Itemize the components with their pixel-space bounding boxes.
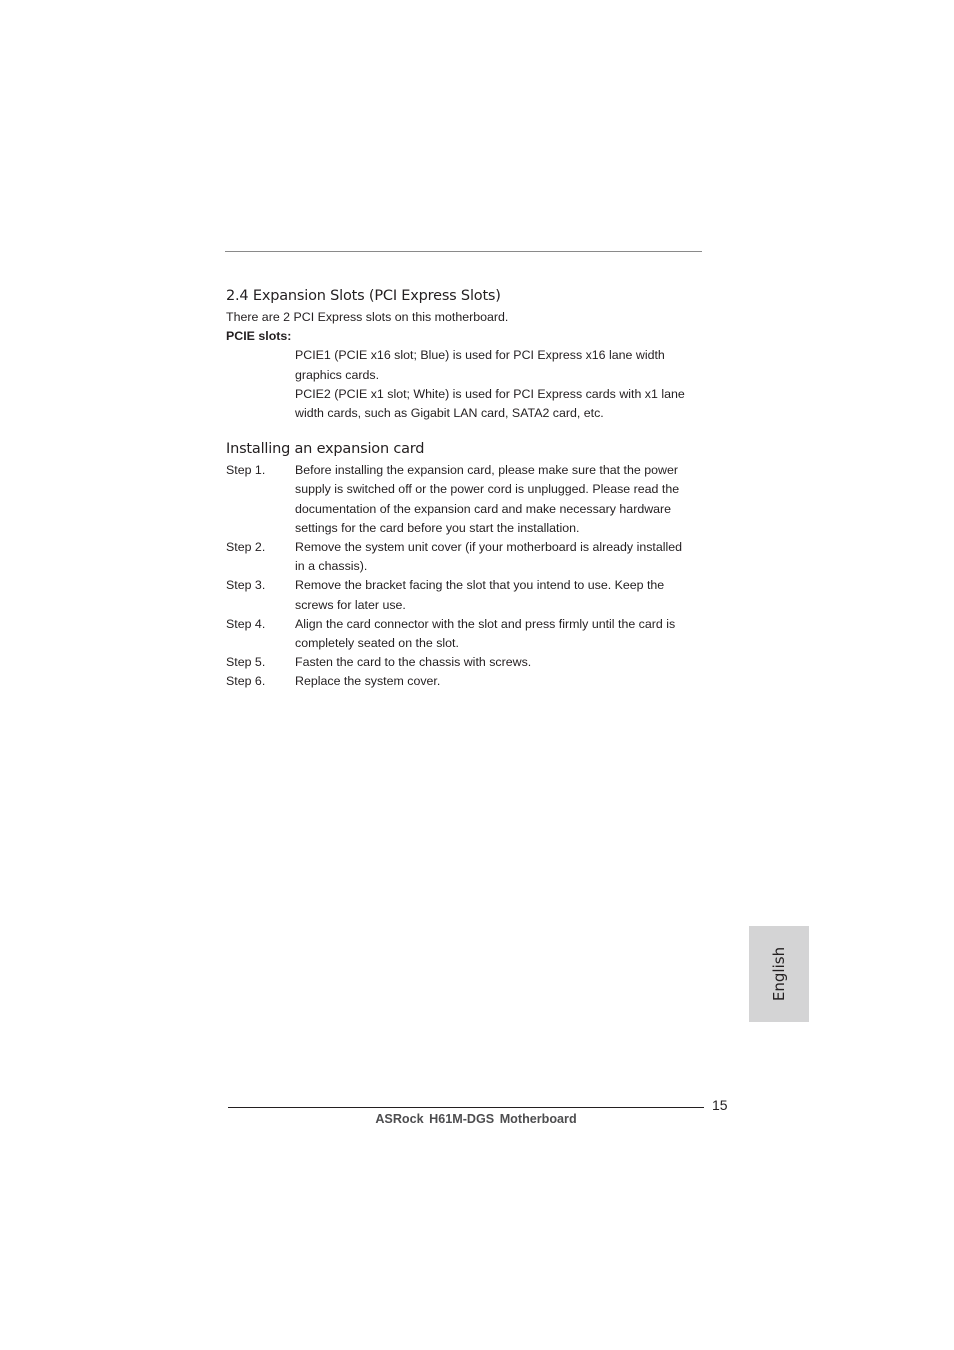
section-heading-installing-card: Installing an expansion card bbox=[226, 441, 425, 458]
step-line: Remove the system unit cover (if your motherboard is already installed bbox=[295, 540, 683, 555]
step-item bbox=[226, 461, 704, 538]
slot-description-line: graphics cards. bbox=[295, 367, 380, 382]
step-item bbox=[226, 672, 704, 691]
step-text bbox=[295, 576, 704, 614]
pcie-slots-label: PCIE slots: bbox=[226, 329, 292, 344]
step-item bbox=[226, 576, 704, 614]
step-line: screws for later use. bbox=[295, 597, 406, 612]
page-content bbox=[226, 286, 704, 692]
step-line: settings for the card before you start the installation. bbox=[295, 520, 580, 535]
step-line: Replace the system cover. bbox=[295, 674, 441, 689]
slot-description-line: PCIE1 (PCIE x16 slot; Blue) is used for PCI Express x16 lane width bbox=[295, 348, 665, 363]
step-line: Remove the bracket facing the slot that you intend to use. Keep the bbox=[295, 578, 665, 593]
step-line: in a chassis). bbox=[295, 559, 368, 574]
step-label: Step 1. bbox=[226, 463, 266, 478]
step-text bbox=[295, 461, 704, 538]
step-label: Step 2. bbox=[226, 540, 266, 555]
language-side-tab bbox=[749, 926, 809, 1022]
step-line: Fasten the card to the chassis with screws. bbox=[295, 655, 532, 670]
step-line: Align the card connector with the slot and press firmly until the card is bbox=[295, 616, 676, 631]
step-label: Step 4. bbox=[226, 616, 266, 631]
pcie-slot-descriptions bbox=[226, 346, 704, 423]
step-line: supply is switched off or the power cord is unplugged. Please read the bbox=[295, 482, 680, 497]
step-line: Before installing the expansion card, please make sure that the power bbox=[295, 463, 678, 478]
top-divider bbox=[225, 251, 702, 252]
language-tab-label: English bbox=[770, 946, 788, 1002]
step-item bbox=[226, 653, 704, 672]
footer-product-name: ASRock H61M-DGS Motherboard bbox=[375, 1112, 577, 1126]
step-label: Step 3. bbox=[226, 578, 266, 593]
step-line: completely seated on the slot. bbox=[295, 636, 459, 651]
step-text bbox=[295, 538, 704, 576]
step-text bbox=[295, 615, 704, 653]
step-text bbox=[295, 653, 704, 672]
step-text bbox=[295, 672, 704, 691]
step-line: documentation of the expansion card and make necessary hardware bbox=[295, 501, 672, 516]
step-item bbox=[226, 615, 704, 653]
step-item bbox=[226, 538, 704, 576]
page-number: 15 bbox=[712, 1097, 728, 1113]
footer-divider bbox=[228, 1107, 704, 1108]
step-label: Step 6. bbox=[226, 674, 266, 689]
installation-steps bbox=[226, 461, 704, 691]
intro-text: There are 2 PCI Express slots on this motherboard. bbox=[226, 310, 509, 324]
section-heading-expansion-slots: 2.4 Expansion Slots (PCI Express Slots) bbox=[226, 288, 501, 304]
slot-description-line: PCIE2 (PCIE x1 slot; White) is used for PCI Express cards with x1 lane bbox=[295, 386, 685, 401]
step-label: Step 5. bbox=[226, 655, 266, 670]
slot-description-line: width cards, such as Gigabit LAN card, SATA2 card, etc. bbox=[295, 406, 604, 421]
